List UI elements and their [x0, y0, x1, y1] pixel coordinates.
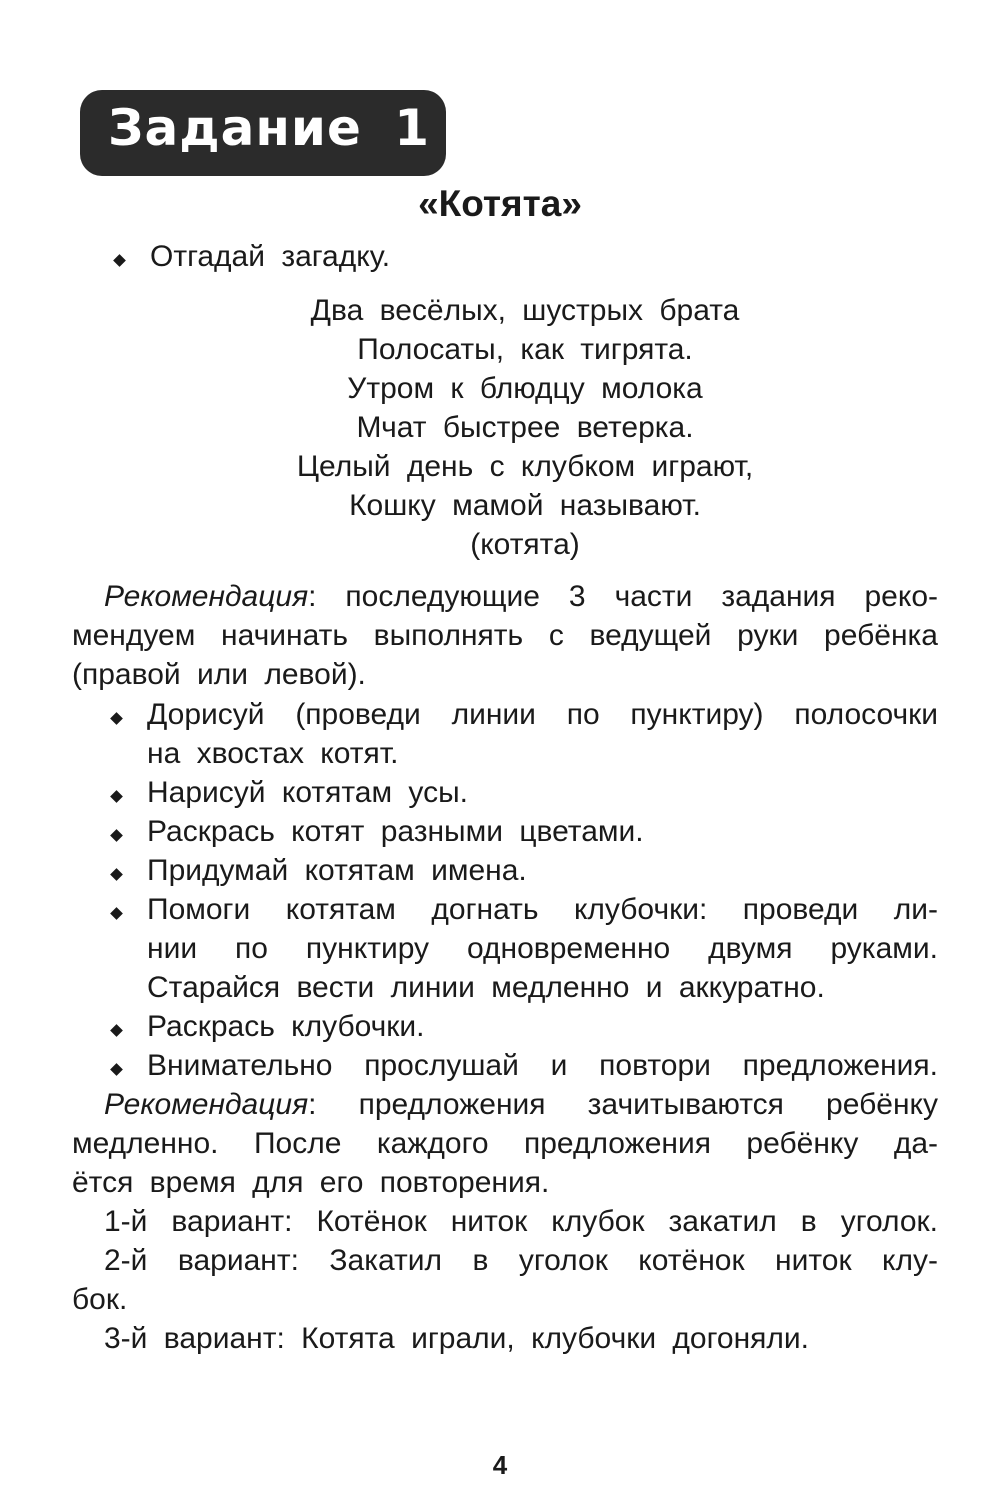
task-item-text: Придумай котятам имена. [147, 854, 527, 887]
riddle-line: Целый день с клубком играют, [296, 450, 754, 483]
recommendation-label: Рекомендация [104, 1088, 309, 1121]
recommendation-line: (правой или левой). [72, 658, 366, 691]
recommendation-line: мендуем начинать выполнять с ведущей руки ребёнка [72, 619, 938, 652]
task-item-text: Раскрась котят разными цветами. [147, 815, 644, 848]
task-item-text: Помоги котятам догнать клубочки: проведи ли- [147, 893, 938, 926]
variant-2-continuation: бок. [72, 1283, 128, 1316]
bullet-diamond-icon [110, 1024, 123, 1037]
bullet-diamond-icon [110, 907, 123, 920]
recommendation-text: : предложения зачитываются ребёнку [308, 1088, 938, 1121]
riddle-line: Кошку мамой называют. [349, 489, 701, 522]
task-item-text: Внимательно прослушай и повтори предложения. [147, 1049, 938, 1082]
recommendation-line [104, 1088, 938, 1122]
recommendation-line: медленно. После каждого предложения ребёнку да- [72, 1127, 938, 1160]
bullet-diamond-icon [110, 790, 123, 803]
task-item-text: нии по пунктиру одновременно двумя руками. [147, 932, 938, 965]
riddle-answer: (котята) [470, 528, 580, 561]
variant-3: 3-й вариант: Котята играли, клубочки догоняли. [104, 1322, 809, 1355]
bullet-diamond-icon [110, 829, 123, 842]
riddle-line: Мчат быстрее ветерка. [356, 411, 694, 444]
recommendation-line [104, 580, 938, 614]
variant-2: 2-й вариант: Закатил в уголок котёнок ниток клу- [104, 1244, 938, 1277]
task-item-text: Раскрась клубочки. [147, 1010, 425, 1043]
bullet-diamond-icon [110, 1063, 123, 1076]
page-number: 4 [492, 1450, 508, 1480]
riddle-line: Полосаты, как тигрята. [357, 333, 693, 366]
task-badge-label: Задание 1 [108, 99, 431, 157]
task-item-text: на хвостах котят. [147, 737, 399, 770]
recommendation-label: Рекомендация [104, 580, 309, 613]
task-item-text: Старайся вести линии медленно и аккуратно. [147, 971, 825, 1004]
bullet-diamond-icon [110, 868, 123, 881]
instruction-guess-riddle: Отгадай загадку. [150, 240, 391, 273]
recommendation-text: : последующие 3 части задания реко- [308, 580, 938, 613]
bullet-diamond-icon [110, 712, 123, 725]
task-title: «Котята» [418, 183, 582, 224]
task-badge [80, 90, 446, 176]
riddle-line: Два весёлых, шустрых брата [310, 294, 740, 327]
bullet-diamond-icon [113, 254, 126, 267]
recommendation-line: ётся время для его повторения. [72, 1166, 550, 1199]
task-item-text: Нарисуй котятам усы. [147, 776, 468, 809]
riddle-line: Утром к блюдцу молока [347, 372, 703, 405]
variant-1: 1-й вариант: Котёнок ниток клубок закатил в уголок. [104, 1205, 938, 1238]
task-item-text: Дорисуй (проведи линии по пунктиру) полосочки [147, 698, 938, 731]
